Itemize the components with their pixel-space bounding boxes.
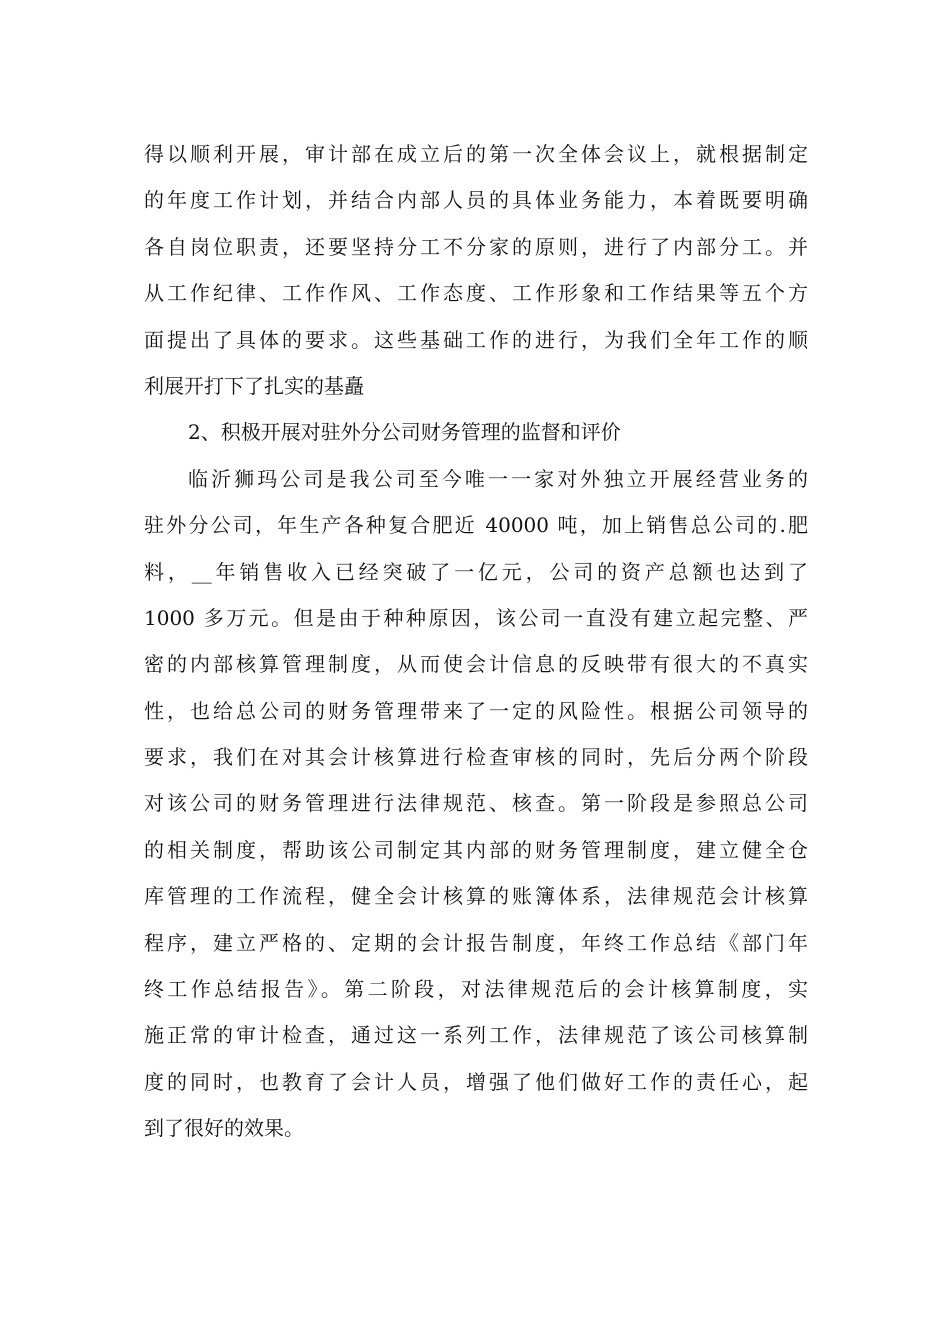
text-line: 的年度工作计划，并结合内部人员的具体业务能力，本着既要明确 [144,188,808,213]
text-line: 得以顺利开展，审计部在成立后的第一次全体会议上，就根据制定 [144,142,808,166]
text-line: 库管理的工作流程，健全会计核算的账簿体系，法律规范会计核算 [144,884,808,909]
document-body [144,131,808,1152]
text-line: 到了很好的效果。 [144,1116,304,1141]
text-line: 从工作纪律、工作作风、工作态度、工作形象和工作结果等五个方 [144,281,808,306]
text-line: 各自岗位职责，还要坚持分工不分家的原则，进行了内部分工。并 [144,234,808,259]
text-line: 度的同时，也教育了会计人员，增强了他们做好工作的责任心，起 [144,1069,808,1094]
text-line: 利展开打下了扎实的基矗 [144,373,364,398]
text-line: 临沂狮玛公司是我公司至今唯一一家对外独立开展经营业务的 [188,466,808,491]
heading-text: 2、积极开展对驻外分公司财务管理的监督和评价 [188,420,621,445]
text-line: 对该公司的财务管理进行法律规范、核查。第一阶段是参照总公司 [144,791,808,816]
text-line: 面提出了具体的要求。这些基础工作的进行，为我们全年工作的顺 [144,327,808,352]
text-line: 终工作总结报告》。第二阶段，对法律规范后的会计核算制度，实 [144,977,808,1002]
text-line: 密的内部核算管理制度，从而使会计信息的反映带有很大的不真实 [144,652,808,677]
text-line: 要求，我们在对其会计核算进行检查审核的同时，先后分两个阶段 [144,745,808,770]
text-line: 驻外分公司，年生产各种复合肥近 40000 吨，加上销售总公司的.肥 [144,513,808,538]
text-line: 施正常的审计检查，通过这一系列工作，法律规范了该公司核算制 [144,1023,808,1048]
text-line: 料，__年销售收入已经突破了一亿元，公司的资产总额也达到了 [144,559,808,584]
paragraph-branch-audit [144,456,808,1152]
text-line: 1000 多万元。但是由于种种原因，该公司一直没有建立起完整、严 [144,605,808,630]
text-line: 程序，建立严格的、定期的会计报告制度，年终工作总结《部门年 [144,930,808,955]
section-heading [144,409,808,455]
paragraph-team-organization [144,131,808,409]
text-line: 性，也给总公司的财务管理带来了一定的风险性。根据公司领导的 [144,698,808,723]
text-line: 的相关制度，帮助该公司制定其内部的财务管理制度，建立健全仓 [144,837,808,862]
